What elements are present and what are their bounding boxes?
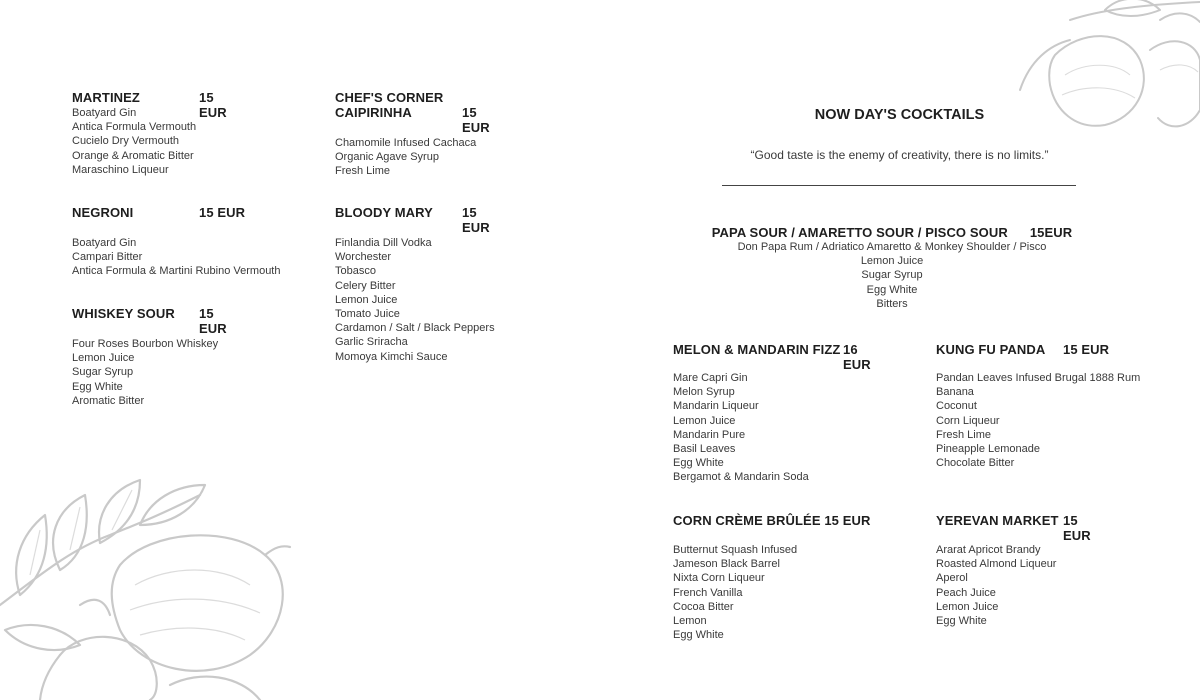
cocktail-papa-sour	[692, 225, 1092, 311]
ingredient: Cucielo Dry Vermouth	[72, 135, 179, 148]
cocktail-corn-creme-brulee	[673, 513, 870, 642]
cocktail-price: 15 EUR	[1063, 342, 1110, 357]
cocktail-name: MARTINEZ	[72, 90, 140, 105]
ingredient: Momoya Kimchi Sauce	[335, 350, 448, 363]
cocktail-price: 15 EUR	[199, 306, 227, 336]
ingredient: Lemon Juice	[673, 414, 736, 427]
cocktail-name: BLOODY MARY	[335, 205, 433, 220]
cocktail-price: 15EUR	[1029, 225, 1073, 240]
ingredient: Mare Capri Gin	[673, 372, 748, 384]
cocktail-price: 15 EUR	[1063, 513, 1091, 543]
ingredient: Campari Bitter	[72, 251, 143, 264]
ingredient: Corn Liqueur	[936, 414, 1000, 427]
cocktail-yerevan-market	[936, 513, 1091, 628]
ingredient: Egg White	[673, 457, 724, 470]
cocktail-name-line2: CAIPIRINHA	[335, 105, 412, 120]
divider-line	[722, 185, 1076, 186]
cocktail-name: CORN CRÈME BRÛLÉE	[673, 513, 821, 528]
ingredient: Melon Syrup	[673, 386, 735, 399]
ingredient: Lemon Juice	[335, 293, 398, 306]
ingredient: Finlandia Dill Vodka	[335, 237, 432, 249]
ingredient: Pandan Leaves Infused Brugal 1888 Rum	[936, 372, 1141, 384]
cocktail-name: KUNG FU PANDA	[936, 342, 1046, 357]
cocktail-price: 15 EUR	[199, 90, 227, 120]
ingredient: Four Roses Bourbon Whiskey	[72, 338, 219, 350]
cocktail-price: 15 EUR	[824, 513, 871, 528]
cocktail-name: MELON & MANDARIN FIZZ	[673, 342, 841, 357]
ingredient: Lemon Juice	[936, 600, 999, 613]
cocktail-bloody-mary	[335, 205, 495, 364]
ingredient: Peach Juice	[936, 586, 996, 599]
ingredient: Mandarin Liqueur	[673, 400, 759, 413]
ingredient: Banana	[936, 386, 974, 399]
ingredient: Lemon Juice	[72, 352, 135, 365]
ingredient: Organic Agave Syrup	[335, 151, 439, 164]
cocktail-name-line1: CHEF'S CORNER	[335, 90, 444, 105]
cocktail-price: 16 EUR	[843, 342, 871, 372]
cocktail-name: YEREVAN MARKET	[936, 513, 1059, 528]
section-title: NOW DAY'S COCKTAILS	[814, 107, 985, 123]
cocktail-kung-fu-panda	[936, 342, 1140, 470]
ingredient: Basil Leaves	[673, 443, 736, 456]
ingredient: Fresh Lime	[936, 428, 992, 441]
ingredient: Orange & Aromatic Bitter	[72, 149, 194, 162]
menu-quote: “Good taste is the enemy of creativity, there is no limits.”	[750, 148, 1049, 162]
ingredient: Don Papa Rum / Adriatico Amaretto & Monkey Shoulder / Pisco	[737, 241, 1047, 253]
ingredient: Coconut	[936, 400, 977, 413]
ingredient: Bitters	[876, 297, 908, 310]
ingredient: Celery Bitter	[335, 279, 396, 292]
ingredient: Pineapple Lemonade	[936, 443, 1040, 456]
ingredient: Egg White	[866, 283, 918, 296]
cocktail-price: 15 EUR	[462, 205, 490, 235]
cocktail-price: 15 EUR	[199, 205, 246, 220]
cocktail-name	[335, 90, 490, 135]
ingredient: Antica Formula & Martini Rubino Vermouth	[72, 265, 281, 278]
lemon-branch-illustration-bottom-left	[0, 455, 330, 700]
ingredient: Aperol	[936, 572, 968, 585]
ingredient: Egg White	[936, 615, 987, 628]
cocktail-melon-mandarin-fizz	[673, 342, 871, 485]
ingredient: French Vanilla	[673, 586, 743, 599]
ingredient: Lemon Juice	[860, 255, 924, 268]
ingredient: Maraschino Liqueur	[72, 163, 169, 176]
cocktail-name: WHISKEY SOUR	[72, 306, 175, 321]
cocktail-price: 15 EUR	[462, 105, 490, 135]
ingredient: Tomato Juice	[335, 308, 400, 321]
ingredient: Egg White	[72, 380, 123, 393]
ingredient: Antica Formula Vermouth	[72, 121, 197, 134]
ingredient: Egg White	[673, 629, 724, 642]
ingredient: Fresh Lime	[335, 165, 391, 178]
ingredient: Chocolate Bitter	[936, 457, 1015, 470]
ingredient: Cardamon / Salt / Black Peppers	[335, 322, 495, 335]
ingredient: Tobasco	[335, 265, 376, 278]
ingredient: Roasted Almond Liqueur	[936, 558, 1057, 571]
cocktail-whiskey-sour	[72, 306, 227, 408]
ingredient: Sugar Syrup	[72, 366, 134, 379]
ingredient: Cocoa Bitter	[673, 600, 734, 613]
ingredient: Aromatic Bitter	[72, 394, 145, 407]
ingredient: Boatyard Gin	[72, 107, 137, 119]
ingredient: Worchester	[335, 251, 392, 264]
ingredient: Mandarin Pure	[673, 428, 746, 441]
cocktail-martinez	[72, 90, 227, 177]
ingredient: Boatyard Gin	[72, 237, 137, 249]
cocktail-chefs-corner-caipirinha	[335, 90, 490, 179]
ingredient: Garlic Sriracha	[335, 336, 408, 349]
cocktail-name: PAPA SOUR / AMARETTO SOUR / PISCO SOUR	[711, 225, 1008, 240]
ingredient: Nixta Corn Liqueur	[673, 572, 765, 585]
ingredient: Bergamot & Mandarin Soda	[673, 471, 809, 484]
cocktail-name: NEGRONI	[72, 205, 134, 220]
ingredient: Sugar Syrup	[861, 269, 923, 282]
ingredient: Lemon	[673, 615, 707, 628]
ingredient: Chamomile Infused Cachaca	[335, 137, 477, 149]
ingredient: Jameson Black Barrel	[673, 558, 780, 571]
ingredient: Butternut Squash Infused	[673, 544, 798, 556]
ingredient: Ararat Apricot Brandy	[936, 544, 1041, 556]
cocktail-negroni	[72, 205, 280, 279]
